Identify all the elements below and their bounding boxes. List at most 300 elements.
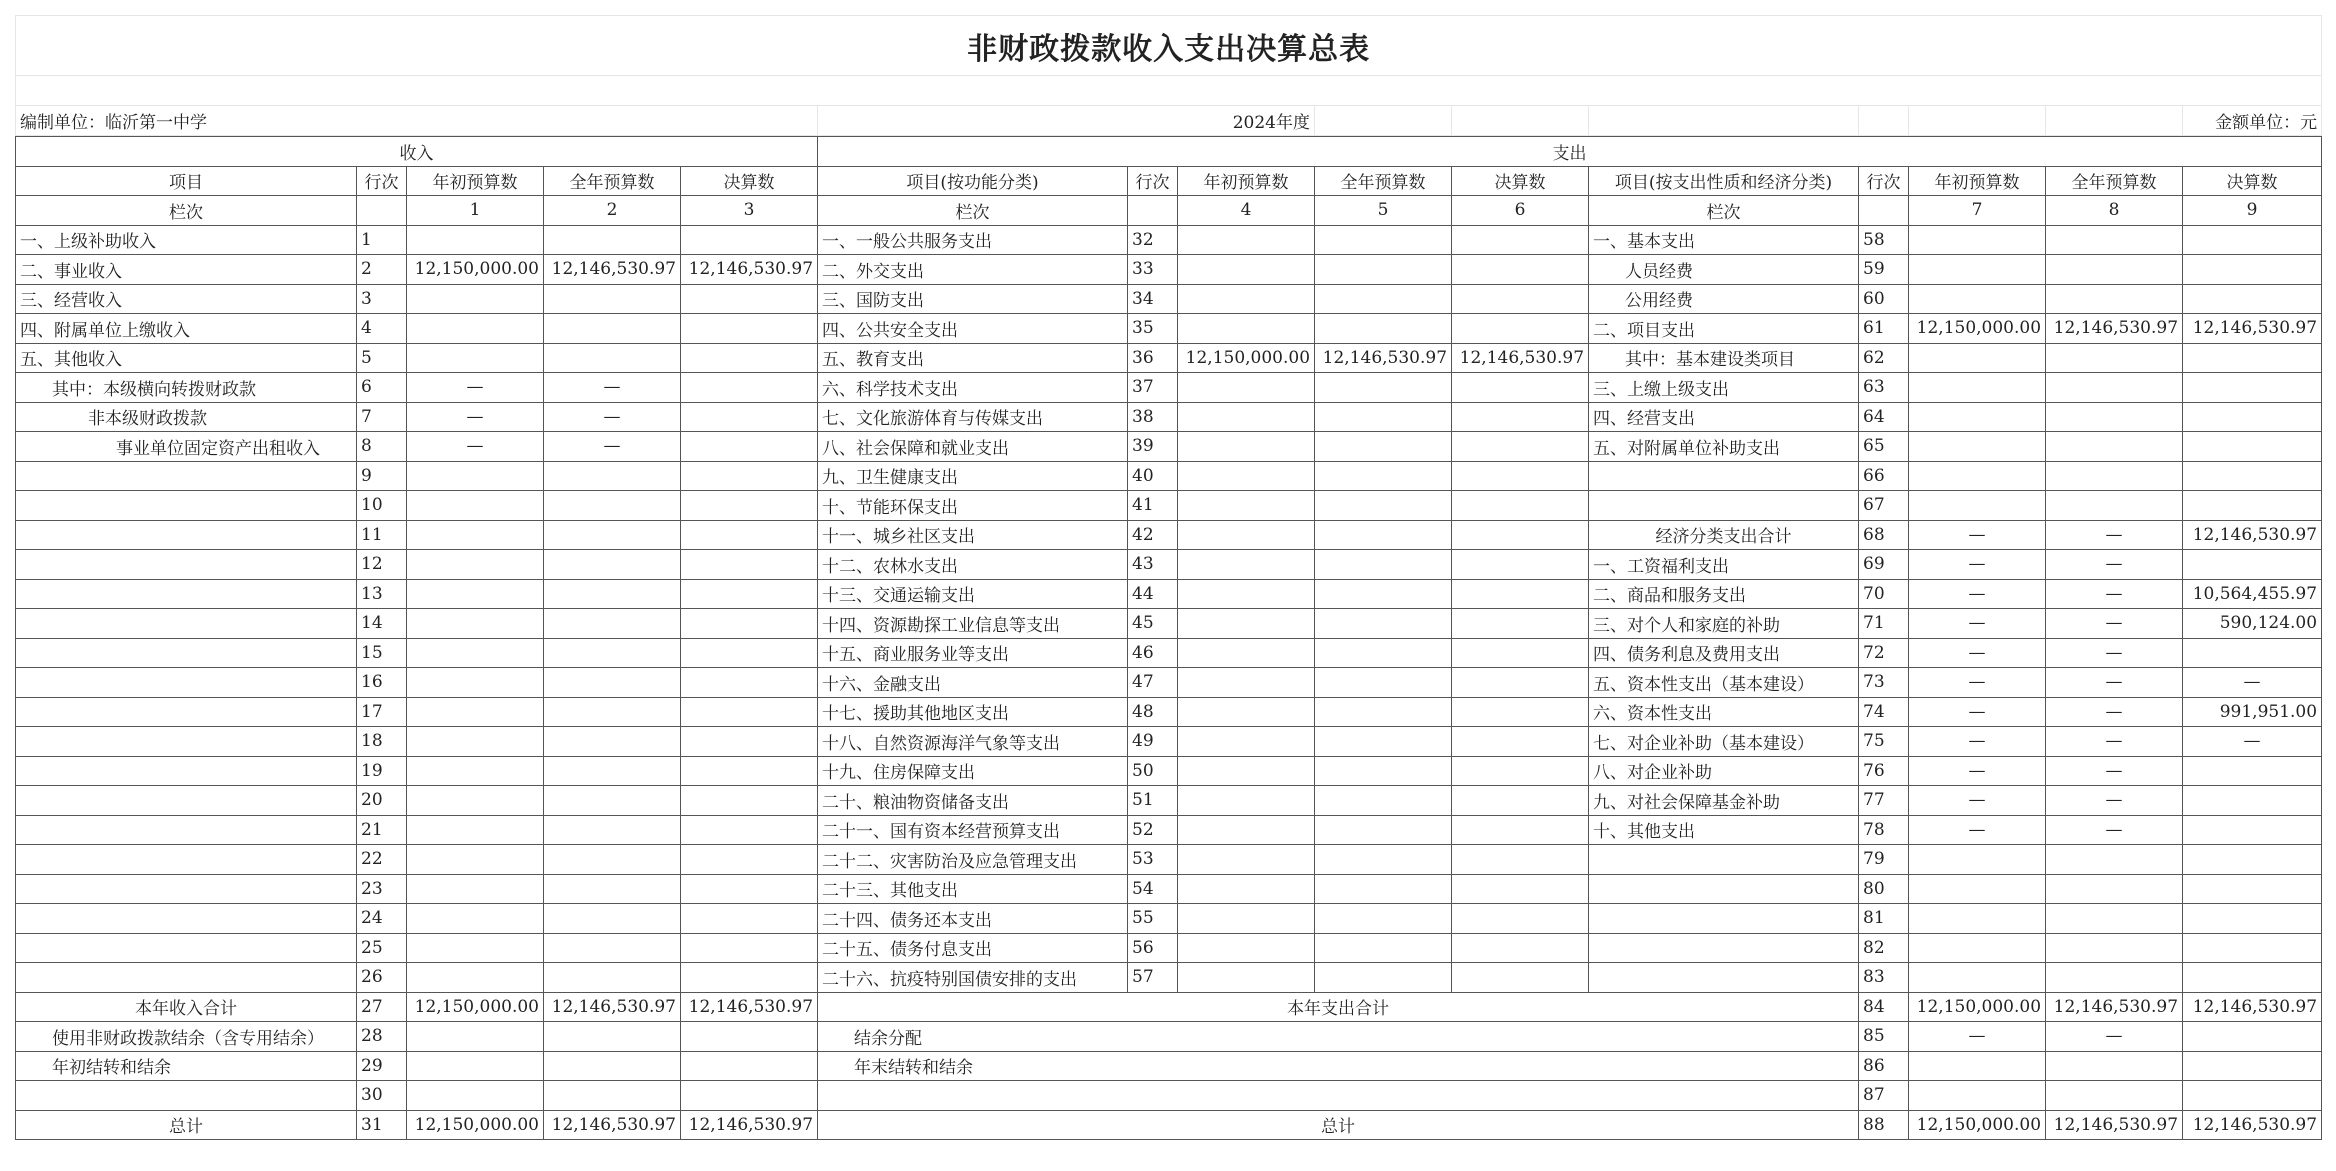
- amount-cell: [1315, 933, 1452, 963]
- income-item: 事业单位固定资产出租收入: [16, 432, 357, 462]
- row-number: 64: [1859, 402, 1909, 432]
- amount-cell: [407, 815, 544, 845]
- table-row: [16, 579, 2322, 609]
- amount-cell: [544, 314, 681, 344]
- row-number: 32: [1128, 225, 1178, 255]
- row-number: 24: [357, 904, 407, 934]
- row-number: 30: [357, 1081, 407, 1111]
- amount-cell: —: [1909, 550, 2046, 580]
- table-row: [16, 255, 2322, 285]
- row-number: 68: [1859, 520, 1909, 550]
- amount-cell: [1452, 874, 1589, 904]
- amount-cell: [1452, 727, 1589, 757]
- amount-cell: —: [1909, 815, 2046, 845]
- title-block: [15, 15, 2322, 136]
- row-number: 37: [1128, 373, 1178, 403]
- summary-value: 12,146,530.97: [681, 1110, 818, 1140]
- amount-cell: —: [544, 402, 681, 432]
- amount-cell: [2183, 343, 2322, 373]
- amount-cell: [1315, 727, 1452, 757]
- amount-cell: —: [544, 432, 681, 462]
- expense-econ-item: 六、资本性支出: [1589, 697, 1859, 727]
- amount-cell: [1315, 255, 1452, 285]
- col-row-no: 行次: [1859, 166, 1909, 196]
- summary-value: 12,146,530.97: [2046, 1110, 2183, 1140]
- row-number: 17: [357, 697, 407, 727]
- amount-cell: [2046, 255, 2183, 285]
- row-number: 41: [1128, 491, 1178, 521]
- summary-value: 12,146,530.97: [544, 992, 681, 1022]
- income-item: 四、附属单位上缴收入: [16, 314, 357, 344]
- row-number: 4: [357, 314, 407, 344]
- amount-cell: [2046, 461, 2183, 491]
- amount-cell: [1315, 550, 1452, 580]
- amount-cell: —: [2183, 668, 2322, 698]
- table-row: [16, 609, 2322, 639]
- row-number: 2: [357, 255, 407, 285]
- amount-cell: [1178, 756, 1315, 786]
- income-item: [16, 638, 357, 668]
- expense-func-item: 二十四、债务还本支出: [818, 904, 1128, 934]
- amount-cell: [1452, 697, 1589, 727]
- income-item: [16, 786, 357, 816]
- row-number: 53: [1128, 845, 1178, 875]
- expense-econ-item: [1589, 461, 1859, 491]
- amount-cell: —: [1909, 756, 2046, 786]
- row-number: 55: [1128, 904, 1178, 934]
- row-number: 47: [1128, 668, 1178, 698]
- amount-cell: [2046, 402, 2183, 432]
- row-number: 46: [1128, 638, 1178, 668]
- amount-cell: [681, 402, 818, 432]
- amount-cell: [1178, 697, 1315, 727]
- amount-cell: —: [2046, 786, 2183, 816]
- amount-cell: [1315, 845, 1452, 875]
- amount-cell: [544, 579, 681, 609]
- expense-econ-item: 九、对社会保障基金补助: [1589, 786, 1859, 816]
- amount-cell: [1452, 668, 1589, 698]
- row-number: 57: [1128, 963, 1178, 993]
- amount-cell: [544, 697, 681, 727]
- amount-cell: 12,146,530.97: [2046, 314, 2183, 344]
- amount-cell: [1452, 845, 1589, 875]
- row-number: 85: [1859, 1022, 1909, 1052]
- expense-func-item: 十三、交通运输支出: [818, 579, 1128, 609]
- amount-cell: [1178, 432, 1315, 462]
- row-number: 82: [1859, 933, 1909, 963]
- amount-cell: [407, 756, 544, 786]
- amount-cell: 12,150,000.00: [1909, 314, 2046, 344]
- amount-cell: [407, 609, 544, 639]
- amount-cell: —: [2046, 815, 2183, 845]
- income-item: [16, 520, 357, 550]
- amount-cell: [544, 845, 681, 875]
- amount-cell: [407, 284, 544, 314]
- income-item: [16, 845, 357, 875]
- col-index: 8: [2046, 196, 2183, 226]
- amount-cell: [2183, 402, 2322, 432]
- amount-cell: [407, 668, 544, 698]
- final-accounts-sheet: [15, 15, 2321, 1140]
- amount-cell: [544, 491, 681, 521]
- amount-cell: —: [2046, 520, 2183, 550]
- column-header-row: [16, 166, 2322, 196]
- amount-cell: [681, 343, 818, 373]
- amount-cell: [407, 491, 544, 521]
- balance-use-row: [16, 1022, 2322, 1052]
- row-number: 36: [1128, 343, 1178, 373]
- row-number: 70: [1859, 579, 1909, 609]
- amount-cell: —: [2046, 550, 2183, 580]
- income-item: 五、其他收入: [16, 343, 357, 373]
- row-number: 73: [1859, 668, 1909, 698]
- amount-cell: [2183, 874, 2322, 904]
- amount-cell: [681, 550, 818, 580]
- income-item: [16, 963, 357, 993]
- amount-cell: [1178, 402, 1315, 432]
- expense-econ-item: [1589, 491, 1859, 521]
- amount-cell: [407, 314, 544, 344]
- amount-cell: 12,146,530.97: [2183, 314, 2322, 344]
- amount-cell: —: [2046, 727, 2183, 757]
- balance-carry-row: [16, 1051, 2322, 1081]
- summary-value: —: [2046, 1022, 2183, 1052]
- row-number: 1: [357, 225, 407, 255]
- amount-cell: [1178, 373, 1315, 403]
- amount-cell: [1909, 963, 2046, 993]
- amount-cell: [2046, 343, 2183, 373]
- row-number: 21: [357, 815, 407, 845]
- expense-func-item: 六、科学技术支出: [818, 373, 1128, 403]
- table-row: [16, 284, 2322, 314]
- amount-cell: —: [2046, 756, 2183, 786]
- amount-cell: [1315, 874, 1452, 904]
- table-row: [16, 933, 2322, 963]
- amount-cell: [544, 963, 681, 993]
- row-number: 62: [1859, 343, 1909, 373]
- amount-cell: [544, 520, 681, 550]
- amount-cell: [681, 933, 818, 963]
- amount-cell: [407, 904, 544, 934]
- expense-econ-item: 一、工资福利支出: [1589, 550, 1859, 580]
- amount-cell: [1178, 225, 1315, 255]
- amount-cell: [1909, 343, 2046, 373]
- amount-cell: [407, 343, 544, 373]
- income-item: 其中：本级横向转拨财政款: [16, 373, 357, 403]
- amount-cell: [1315, 520, 1452, 550]
- row-number: 81: [1859, 904, 1909, 934]
- amount-cell: [1452, 432, 1589, 462]
- amount-cell: [1452, 933, 1589, 963]
- amount-cell: [1452, 520, 1589, 550]
- col-final: 决算数: [2183, 166, 2322, 196]
- amount-cell: [681, 963, 818, 993]
- row-number: 69: [1859, 550, 1909, 580]
- amount-cell: [544, 727, 681, 757]
- row-number: 35: [1128, 314, 1178, 344]
- expense-func-item: 十五、商业服务业等支出: [818, 638, 1128, 668]
- expense-func-item: 十、节能环保支出: [818, 491, 1128, 521]
- expense-econ-item: 五、对附属单位补助支出: [1589, 432, 1859, 462]
- amount-cell: [1452, 255, 1589, 285]
- amount-cell: [407, 520, 544, 550]
- row-number: 83: [1859, 963, 1909, 993]
- table-row: [16, 343, 2322, 373]
- row-number: 29: [357, 1051, 407, 1081]
- amount-cell: [1452, 491, 1589, 521]
- col-begin-budget: 年初预算数: [1909, 166, 2046, 196]
- summary-label: 年末结转和结余: [818, 1051, 1859, 1081]
- col-row-no: 行次: [1128, 166, 1178, 196]
- amount-cell: [1178, 284, 1315, 314]
- money-unit: 金额单位：元: [2183, 106, 2322, 136]
- amount-cell: [1178, 609, 1315, 639]
- amount-cell: [1909, 874, 2046, 904]
- row-number: 44: [1128, 579, 1178, 609]
- amount-cell: [407, 579, 544, 609]
- amount-cell: [1909, 461, 2046, 491]
- summary-label: 使用非财政拨款结余（含专用结余）: [16, 1022, 357, 1052]
- amount-cell: [681, 727, 818, 757]
- amount-cell: [544, 815, 681, 845]
- amount-cell: 12,150,000.00: [407, 255, 544, 285]
- amount-cell: 12,146,530.97: [1452, 343, 1589, 373]
- amount-cell: [2046, 284, 2183, 314]
- amount-cell: [1178, 314, 1315, 344]
- row-number: 80: [1859, 874, 1909, 904]
- expense-func-item: 十八、自然资源海洋气象等支出: [818, 727, 1128, 757]
- row-number: 20: [357, 786, 407, 816]
- accounts-table: [15, 136, 2322, 1140]
- amount-cell: —: [1909, 609, 2046, 639]
- col-item: 项目: [16, 166, 357, 196]
- amount-cell: [407, 845, 544, 875]
- summary-label: 总计: [16, 1110, 357, 1140]
- amount-cell: [1178, 904, 1315, 934]
- amount-cell: —: [407, 402, 544, 432]
- table-row: [16, 432, 2322, 462]
- table-row: [16, 786, 2322, 816]
- expense-func-item: 四、公共安全支出: [818, 314, 1128, 344]
- expense-func-item: 十一、城乡社区支出: [818, 520, 1128, 550]
- amount-cell: [2183, 756, 2322, 786]
- row-number: 65: [1859, 432, 1909, 462]
- col-index: 2: [544, 196, 681, 226]
- amount-cell: [2183, 255, 2322, 285]
- expense-econ-item: 五、资本性支出（基本建设）: [1589, 668, 1859, 698]
- row-number: 43: [1128, 550, 1178, 580]
- amount-cell: [1315, 225, 1452, 255]
- table-row: [16, 963, 2322, 993]
- col-full-budget: 全年预算数: [1315, 166, 1452, 196]
- row-number: 67: [1859, 491, 1909, 521]
- row-number: 38: [1128, 402, 1178, 432]
- amount-cell: [1909, 284, 2046, 314]
- summary-value: 12,146,530.97: [2183, 1110, 2322, 1140]
- col-final: 决算数: [681, 166, 818, 196]
- amount-cell: [681, 668, 818, 698]
- amount-cell: —: [407, 432, 544, 462]
- row-number: 9: [357, 461, 407, 491]
- col-index: 5: [1315, 196, 1452, 226]
- expense-econ-item: 二、商品和服务支出: [1589, 579, 1859, 609]
- row-number: 61: [1859, 314, 1909, 344]
- income-item: 二、事业收入: [16, 255, 357, 285]
- expense-econ-item: 四、债务利息及费用支出: [1589, 638, 1859, 668]
- amount-cell: —: [2046, 638, 2183, 668]
- amount-cell: [2183, 786, 2322, 816]
- expense-econ-item: [1589, 904, 1859, 934]
- amount-cell: [2183, 815, 2322, 845]
- row-number: 33: [1128, 255, 1178, 285]
- amount-cell: [1909, 402, 2046, 432]
- amount-cell: [544, 933, 681, 963]
- amount-cell: [1452, 550, 1589, 580]
- amount-cell: [1452, 579, 1589, 609]
- expense-econ-item: 三、上缴上级支出: [1589, 373, 1859, 403]
- amount-cell: [1452, 963, 1589, 993]
- amount-cell: [407, 638, 544, 668]
- expense-func-item: 十六、金融支出: [818, 668, 1128, 698]
- row-number: 18: [357, 727, 407, 757]
- expense-func-item: 二十、粮油物资储备支出: [818, 786, 1128, 816]
- amount-cell: [544, 550, 681, 580]
- amount-cell: [2046, 845, 2183, 875]
- amount-cell: [1452, 284, 1589, 314]
- expense-func-item: 二十一、国有资本经营预算支出: [818, 815, 1128, 845]
- amount-cell: [1452, 786, 1589, 816]
- row-number: 14: [357, 609, 407, 639]
- row-number: 54: [1128, 874, 1178, 904]
- row-number: 51: [1128, 786, 1178, 816]
- amount-cell: [1452, 756, 1589, 786]
- amount-cell: [681, 845, 818, 875]
- amount-cell: [1315, 609, 1452, 639]
- amount-cell: [1452, 402, 1589, 432]
- income-item: [16, 904, 357, 934]
- income-item: [16, 874, 357, 904]
- amount-cell: [681, 225, 818, 255]
- amount-cell: [2183, 373, 2322, 403]
- amount-cell: 12,146,530.97: [1315, 343, 1452, 373]
- amount-cell: [2046, 491, 2183, 521]
- amount-cell: [1178, 786, 1315, 816]
- grand-total-row: [16, 1110, 2322, 1140]
- amount-cell: —: [2046, 609, 2183, 639]
- income-item: [16, 756, 357, 786]
- col-index: 1: [407, 196, 544, 226]
- expense-func-item: 二、外交支出: [818, 255, 1128, 285]
- expense-econ-item: 八、对企业补助: [1589, 756, 1859, 786]
- blank-row: [16, 1081, 2322, 1111]
- row-number: 28: [357, 1022, 407, 1052]
- amount-cell: [681, 314, 818, 344]
- col-begin-budget: 年初预算数: [407, 166, 544, 196]
- amount-cell: [544, 874, 681, 904]
- amount-cell: [1178, 638, 1315, 668]
- expense-func-item: 二十二、灾害防治及应急管理支出: [818, 845, 1128, 875]
- amount-cell: 12,146,530.97: [2183, 520, 2322, 550]
- amount-cell: [681, 697, 818, 727]
- col-item-func: 项目(按功能分类): [818, 166, 1128, 196]
- table-row: [16, 225, 2322, 255]
- amount-cell: [1909, 373, 2046, 403]
- amount-cell: [681, 756, 818, 786]
- expense-func-item: 二十六、抗疫特别国债安排的支出: [818, 963, 1128, 993]
- amount-cell: —: [2046, 579, 2183, 609]
- amount-cell: [1315, 284, 1452, 314]
- row-number: 78: [1859, 815, 1909, 845]
- row-number: 5: [357, 343, 407, 373]
- amount-cell: 12,150,000.00: [1178, 343, 1315, 373]
- row-number: 48: [1128, 697, 1178, 727]
- amount-cell: [2046, 963, 2183, 993]
- amount-cell: [407, 550, 544, 580]
- col-item-econ: 项目(按支出性质和经济分类): [1589, 166, 1859, 196]
- amount-cell: [681, 520, 818, 550]
- row-number: 79: [1859, 845, 1909, 875]
- fiscal-year: 2024年度: [818, 106, 1315, 136]
- col-row-no: 行次: [357, 166, 407, 196]
- amount-cell: [2046, 432, 2183, 462]
- column-label: 栏次: [16, 196, 357, 226]
- row-number: 45: [1128, 609, 1178, 639]
- amount-cell: [407, 786, 544, 816]
- amount-cell: [681, 373, 818, 403]
- amount-cell: [1909, 845, 2046, 875]
- row-number: 60: [1859, 284, 1909, 314]
- amount-cell: [407, 225, 544, 255]
- table-row: [16, 904, 2322, 934]
- income-item: [16, 550, 357, 580]
- amount-cell: [681, 786, 818, 816]
- amount-cell: [1452, 461, 1589, 491]
- income-item: 一、上级补助收入: [16, 225, 357, 255]
- amount-cell: [1315, 579, 1452, 609]
- row-number: 71: [1859, 609, 1909, 639]
- summary-value: 12,146,530.97: [2046, 992, 2183, 1022]
- amount-cell: [2046, 874, 2183, 904]
- amount-cell: 590,124.00: [2183, 609, 2322, 639]
- row-number: 15: [357, 638, 407, 668]
- col-index: 6: [1452, 196, 1589, 226]
- income-section-header: 收入: [16, 137, 818, 167]
- section-header-row: [16, 137, 2322, 167]
- col-index: 9: [2183, 196, 2322, 226]
- table-row: [16, 550, 2322, 580]
- amount-cell: [1452, 373, 1589, 403]
- amount-cell: —: [407, 373, 544, 403]
- row-number: 23: [357, 874, 407, 904]
- income-item: 三、经营收入: [16, 284, 357, 314]
- amount-cell: [544, 343, 681, 373]
- amount-cell: [1178, 933, 1315, 963]
- amount-cell: [2183, 432, 2322, 462]
- table-row: [16, 638, 2322, 668]
- expense-econ-item: 人员经费: [1589, 255, 1859, 285]
- income-total-row: [16, 992, 2322, 1022]
- row-number: 27: [357, 992, 407, 1022]
- amount-cell: [2183, 284, 2322, 314]
- amount-cell: [1178, 550, 1315, 580]
- amount-cell: [2046, 904, 2183, 934]
- amount-cell: [1909, 432, 2046, 462]
- row-number: 31: [357, 1110, 407, 1140]
- amount-cell: [1315, 815, 1452, 845]
- row-number: 63: [1859, 373, 1909, 403]
- expense-func-item: 十七、援助其他地区支出: [818, 697, 1128, 727]
- amount-cell: [1315, 402, 1452, 432]
